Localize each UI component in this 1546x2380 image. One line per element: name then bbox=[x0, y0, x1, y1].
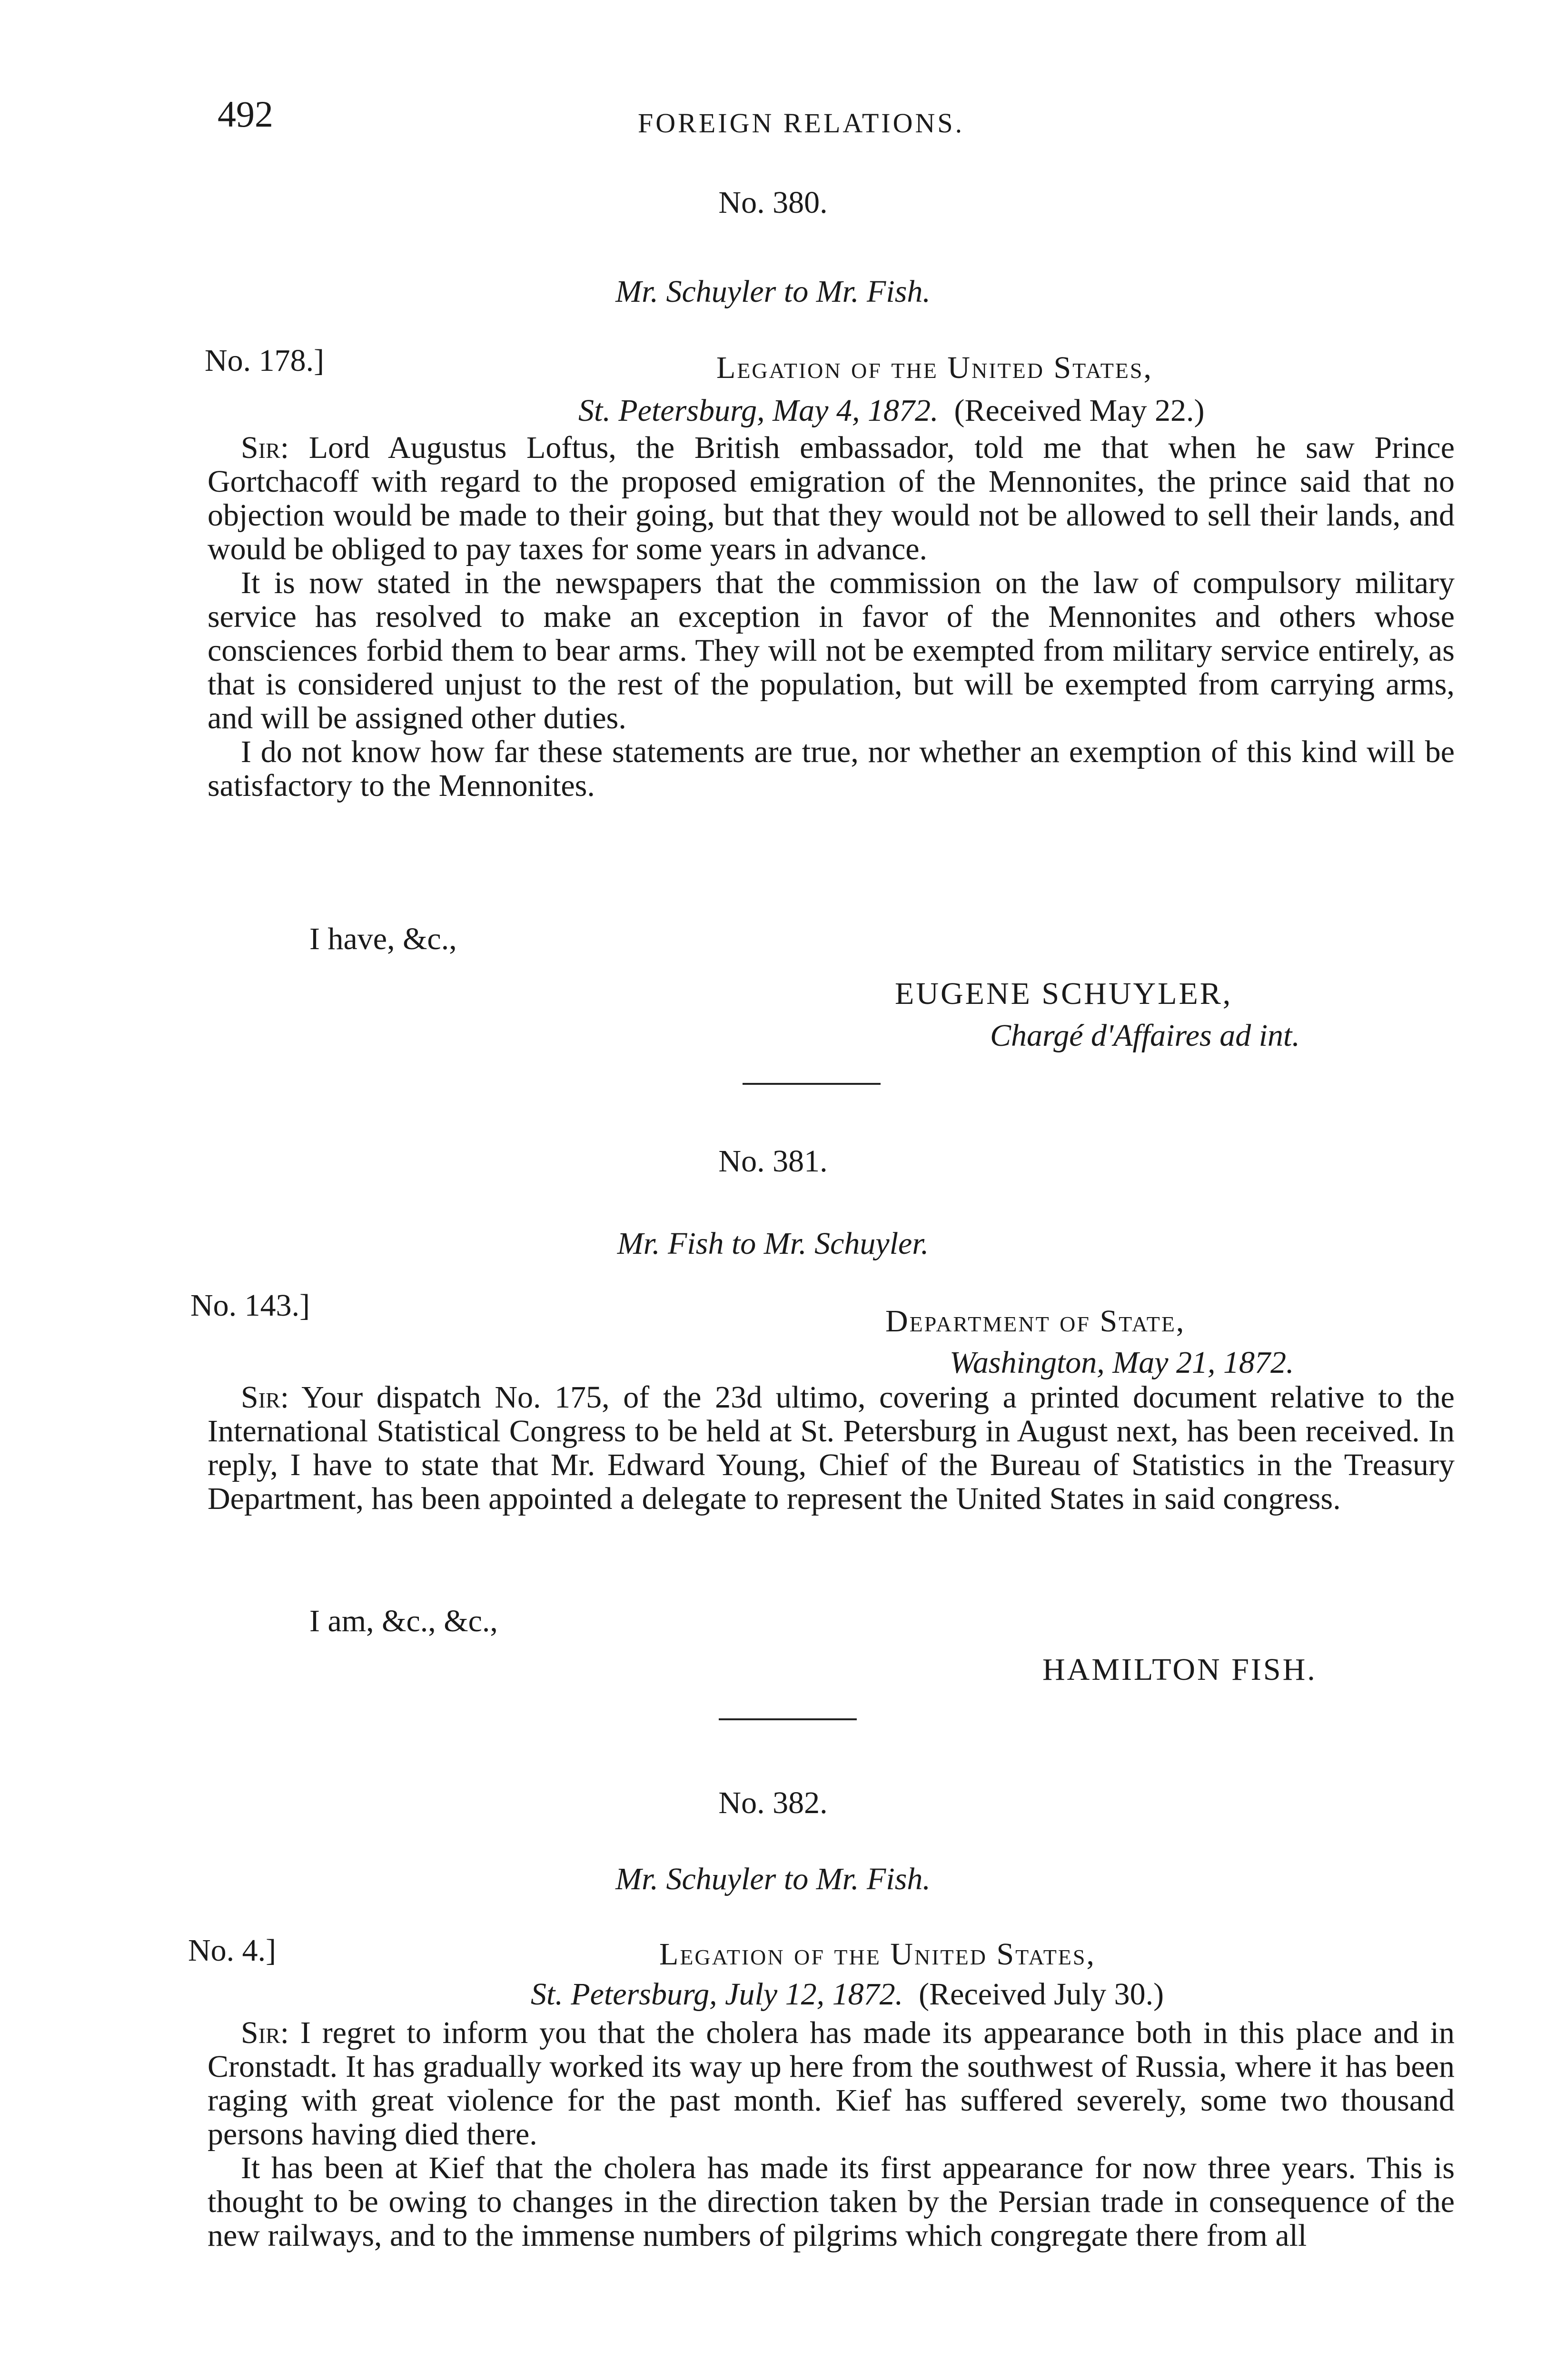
dispatch-number: No. 178.] bbox=[205, 343, 325, 378]
paragraph: It has been at Kief that the cholera has made its first appearance for now three years. This is thought to be owing to changes in the direction taken by the Persian trade in consequence of the new railways, and to the immense numbers of pilgrims which congregate there from all bbox=[208, 2151, 1455, 2253]
paragraph: It is now stated in the newspapers that the commission on the law of compulsory military service has resolved to make an exception in favor of the Mennonites and others whose consciences forbid them to bear arms. They will not be exempted from military service entirely, as that is considered unjust to the rest of the population, but will be exempted from carrying arms, and will be assigned other duties. bbox=[208, 565, 1455, 735]
page-number: 492 bbox=[218, 93, 273, 135]
paragraph: Sir: Your dispatch No. 175, of the 23d ultimo, covering a printed document relative to the International Statistical Congress to be held at St. Petersburg in August next, has been received. In reply, I have to state that Mr. Edward Young, Chief of the Bureau of Statistics in the Treasury Department, has been appointed a delegate to represent the United States in said congress. bbox=[208, 1380, 1455, 1516]
divider-rule bbox=[719, 1718, 857, 1720]
letter-body bbox=[208, 1380, 1455, 1516]
dispatch-number: No. 143.] bbox=[190, 1288, 310, 1323]
address-line: Legation of the United States, bbox=[716, 350, 1153, 385]
document-number: No. 382. bbox=[718, 1785, 828, 1820]
document-number: No. 380. bbox=[718, 185, 828, 220]
running-head: FOREIGN RELATIONS. bbox=[638, 108, 965, 139]
address-date-line: St. Petersburg, May 4, 1872. (Received May 22.) bbox=[578, 393, 1205, 428]
document-title: Mr. Fish to Mr. Schuyler. bbox=[617, 1226, 929, 1261]
document-title: Mr. Schuyler to Mr. Fish. bbox=[615, 274, 931, 309]
document-number: No. 381. bbox=[718, 1144, 828, 1179]
signature: EUGENE SCHUYLER, bbox=[895, 976, 1233, 1011]
signature-title: Chargé d'Affaires ad int. bbox=[990, 1018, 1300, 1053]
divider-rule bbox=[743, 1083, 881, 1085]
document-title: Mr. Schuyler to Mr. Fish. bbox=[615, 1862, 931, 1896]
letter-body bbox=[208, 2016, 1455, 2252]
dispatch-number: No. 4.] bbox=[188, 1933, 277, 1968]
address-line: Legation of the United States, bbox=[659, 1937, 1096, 1972]
letter-body bbox=[208, 431, 1455, 803]
paragraph: Sir: Lord Augustus Loftus, the British embassador, told me that when he saw Prince Gortchacoff with regard to the proposed emigration of the Mennonites, the prince said that no objection would be made to their going, but that they would not be allowed to sell their lands, and would be obliged to pay taxes for some years in advance. bbox=[208, 430, 1455, 566]
address-line: Department of State, bbox=[885, 1304, 1186, 1339]
closing: I have, &c., bbox=[309, 922, 457, 956]
paragraph: I do not know how far these statements are true, nor whether an exemption of this kind will be satisfactory to the Mennonites. bbox=[208, 734, 1455, 803]
paragraph: Sir: I regret to inform you that the cholera has made its appearance both in this place and in Cronstadt. It has gradually worked its way up here from the southwest of Russia, where it has been raging with great violence for the past month. Kief has suffered severely, some two thousand persons having died there. bbox=[208, 2015, 1455, 2152]
signature: HAMILTON FISH. bbox=[1042, 1652, 1317, 1687]
closing: I am, &c., &c., bbox=[309, 1604, 498, 1638]
address-date-line: Washington, May 21, 1872. bbox=[950, 1345, 1294, 1380]
address-date-line: St. Petersburg, July 12, 1872. (Received July 30.) bbox=[531, 1977, 1164, 2012]
